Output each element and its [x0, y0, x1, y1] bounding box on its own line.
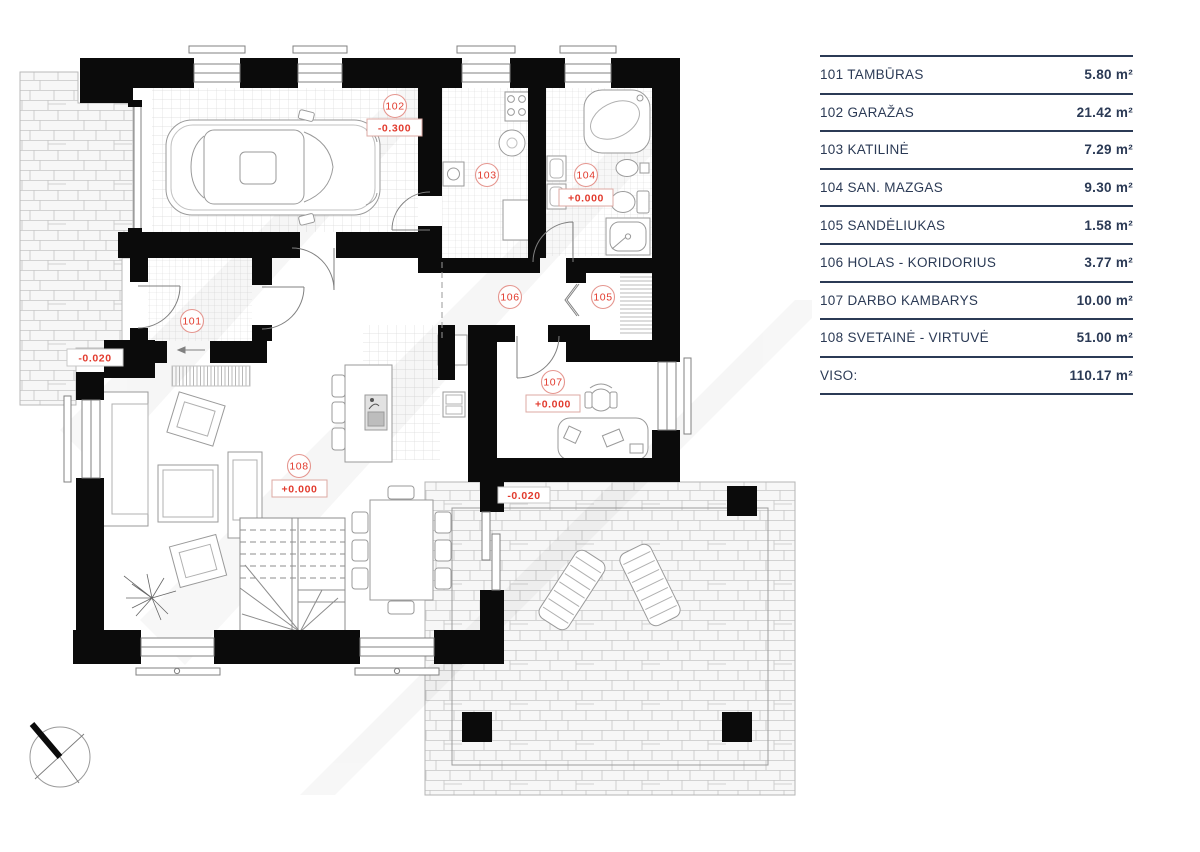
elevation-marker: [498, 487, 550, 503]
bar-stool: [332, 428, 345, 450]
room-name: 102 GARAŽAS: [820, 104, 915, 120]
legend-row: [820, 245, 1133, 283]
room-label-105: [592, 286, 615, 309]
room-area: 21.42 m²: [1076, 104, 1133, 120]
terrace-post: [462, 712, 492, 742]
svg-text:+0.000: +0.000: [281, 483, 318, 496]
dining-table: [370, 500, 433, 600]
toilet-icon: [611, 191, 649, 213]
terrace-post: [727, 486, 757, 516]
legend-row: [820, 170, 1133, 208]
bifold-door-icon: [565, 284, 579, 316]
room-area: 3.77 m²: [1084, 255, 1133, 271]
entry-mat: [172, 366, 250, 386]
room-label-101: [181, 310, 204, 333]
office-chair-icon: [585, 384, 617, 411]
svg-text:+0.000: +0.000: [567, 192, 605, 205]
bathtub-icon: [584, 90, 650, 153]
legend-row: [820, 283, 1133, 321]
elevation-marker: [67, 349, 123, 366]
room-area: 9.30 m²: [1084, 180, 1133, 196]
svg-text:-0.020: -0.020: [507, 490, 541, 502]
area-legend-table: [820, 55, 1133, 395]
storage-shelves: [620, 270, 652, 336]
legend-row: [820, 320, 1133, 358]
bar-stool: [332, 402, 345, 423]
room-name: 108 SVETAINĖ - VIRTUVĖ: [820, 330, 989, 346]
svg-text:105: 105: [593, 291, 613, 304]
svg-text:104: 104: [576, 169, 596, 182]
room-area: 10.00 m²: [1076, 292, 1133, 308]
stairs-icon: [240, 518, 345, 632]
room-name: 101 TAMBŪRAS: [820, 67, 924, 83]
legend-row: [820, 57, 1133, 95]
svg-text:103: 103: [477, 169, 497, 182]
room-label-106: [499, 286, 522, 309]
room-area: 7.29 m²: [1084, 142, 1133, 158]
legend-row: [820, 95, 1133, 133]
legend-row: [820, 207, 1133, 245]
shower-icon: [606, 218, 650, 255]
svg-text:101: 101: [182, 315, 202, 328]
svg-text:102: 102: [385, 100, 405, 113]
room-name: 104 SAN. MAZGAS: [820, 180, 944, 196]
svg-text:106: 106: [500, 291, 520, 304]
svg-text:-0.300: -0.300: [377, 122, 412, 135]
room-area: 5.80 m²: [1084, 67, 1133, 83]
room-name: 105 SANDĖLIUKAS: [820, 217, 946, 233]
svg-text:107: 107: [543, 376, 563, 389]
room-name: 106 HOLAS - KORIDORIUS: [820, 255, 997, 271]
room-label-107: [526, 371, 580, 413]
svg-text:-0.020: -0.020: [78, 352, 112, 365]
room-name: 103 KATILINĖ: [820, 142, 909, 158]
car-icon: [166, 109, 380, 225]
room-area: 1.58 m²: [1084, 217, 1133, 233]
room-label-103: [476, 164, 499, 187]
svg-text:+0.000: +0.000: [534, 398, 572, 411]
terrace-post: [722, 712, 752, 742]
north-compass-icon: [30, 724, 90, 787]
total-label: VISO:: [820, 368, 858, 384]
room-name: 107 DARBO KAMBARYS: [820, 292, 979, 308]
svg-text:108: 108: [289, 460, 309, 473]
phone-icon: [630, 444, 643, 453]
bar-stool: [332, 375, 345, 397]
legend-total-row: [820, 358, 1133, 396]
room-area: 51.00 m²: [1076, 330, 1133, 346]
legend-row: [820, 132, 1133, 170]
total-area: 110.17 m²: [1069, 368, 1133, 384]
